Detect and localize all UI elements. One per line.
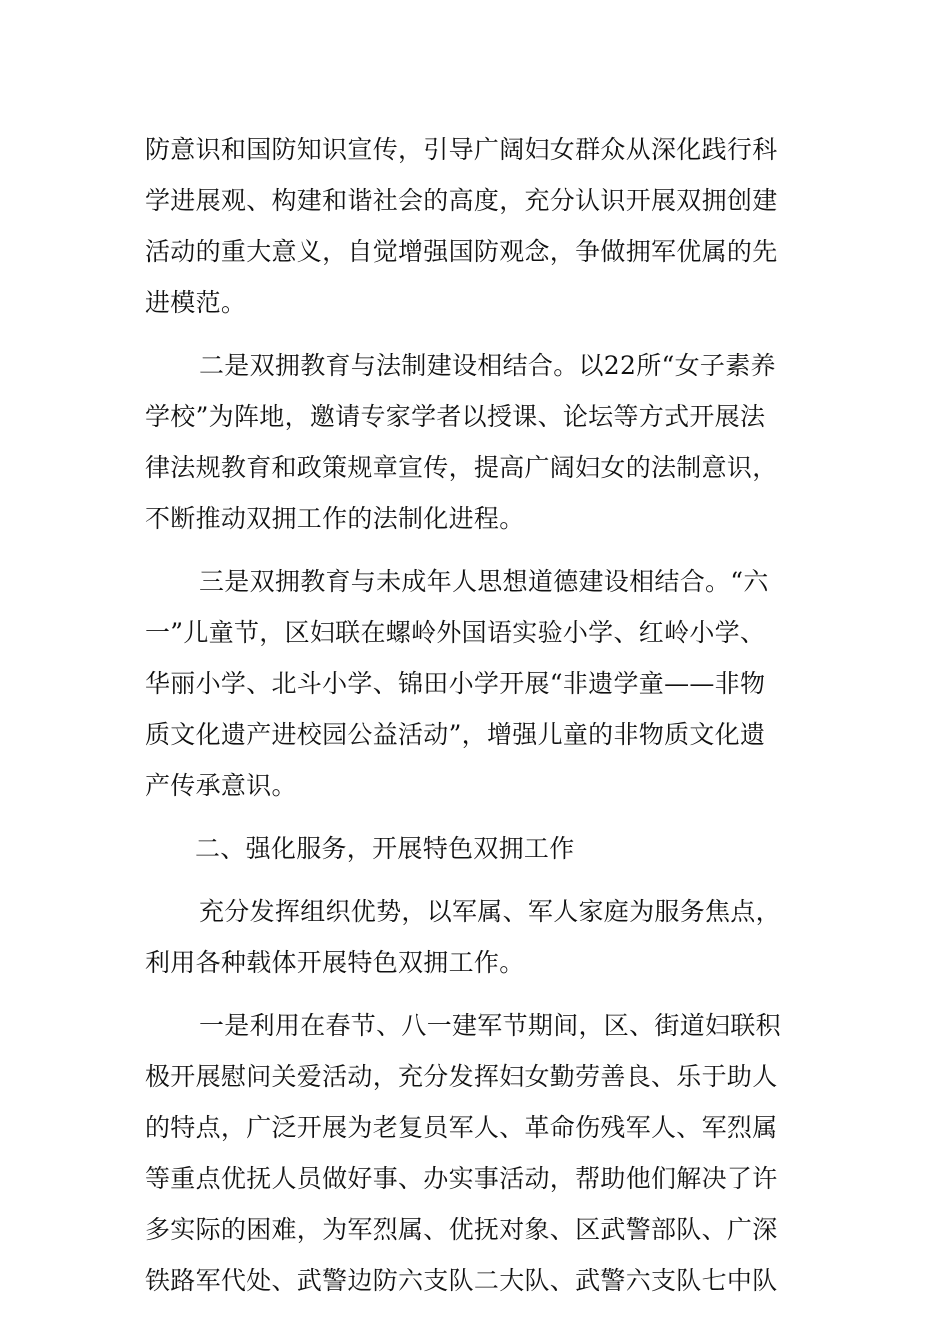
text-line: 等重点优抚人员做好事、办实事活动，帮助他们解决了许 — [145, 1164, 778, 1193]
text-line: 产传承意识。 — [145, 771, 297, 800]
paragraph-legal-education — [145, 340, 807, 544]
heading-line: 二、强化服务，开展特色双拥工作 — [195, 834, 575, 863]
text-line: 一”儿童节，区妇联在螺岭外国语实验小学、红岭小学、 — [145, 618, 766, 647]
text-line: 学校”为阵地，邀请专家学者以授课、论坛等方式开展法 — [145, 402, 766, 431]
text-line: 三是双拥教育与未成年人思想道德建设相结合。“六 — [199, 567, 769, 596]
text-line: 的特点，广泛开展为老复员军人、革命伤残军人、军烈属 — [145, 1113, 778, 1142]
text-line: 防意识和国防知识宣传，引导广阔妇女群众从深化践行科 — [145, 135, 778, 164]
text-line: 学进展观、构建和谐社会的高度，充分认识开展双拥创建 — [145, 186, 778, 215]
paragraph-national-defense-awareness — [145, 124, 807, 328]
paragraph-holiday-visits — [145, 1000, 807, 1306]
text-line: 多实际的困难，为军烈属、优抚对象、区武警部队、广深 — [145, 1215, 778, 1244]
text-line: 充分发挥组织优势，以军属、军人家庭为服务焦点， — [199, 897, 781, 926]
section-heading — [145, 823, 807, 874]
text-line: 铁路军代处、武警边防六支队二大队、武警六支队七中队 — [145, 1266, 778, 1295]
text-line: 质文化遗产进校园公益活动”，增强儿童的非物质文化遗 — [145, 720, 766, 749]
text-line: 利用各种载体开展特色双拥工作。 — [145, 948, 525, 977]
text-line: 极开展慰问关爱活动，充分发挥妇女勤劳善良、乐于助人 — [145, 1062, 778, 1091]
text-line: 不断推动双拥工作的法制化进程。 — [145, 504, 525, 533]
paragraph-minors-moral-education — [145, 556, 807, 811]
text-line: 一是利用在春节、八一建军节期间，区、街道妇联积 — [199, 1011, 781, 1040]
text-line: 华丽小学、北斗小学、锦田小学开展“非遗学童——非物 — [145, 669, 766, 698]
paragraph-service-intro — [145, 886, 807, 988]
document-page — [145, 124, 807, 1306]
text-line: 活动的重大意义，自觉增强国防观念，争做拥军优属的先 — [145, 237, 778, 266]
text-line: 二是双拥教育与法制建设相结合。以22所“女子素养 — [199, 351, 776, 380]
text-line: 进模范。 — [145, 288, 247, 317]
text-line: 律法规教育和政策规章宣传，提高广阔妇女的法制意识， — [145, 453, 778, 482]
